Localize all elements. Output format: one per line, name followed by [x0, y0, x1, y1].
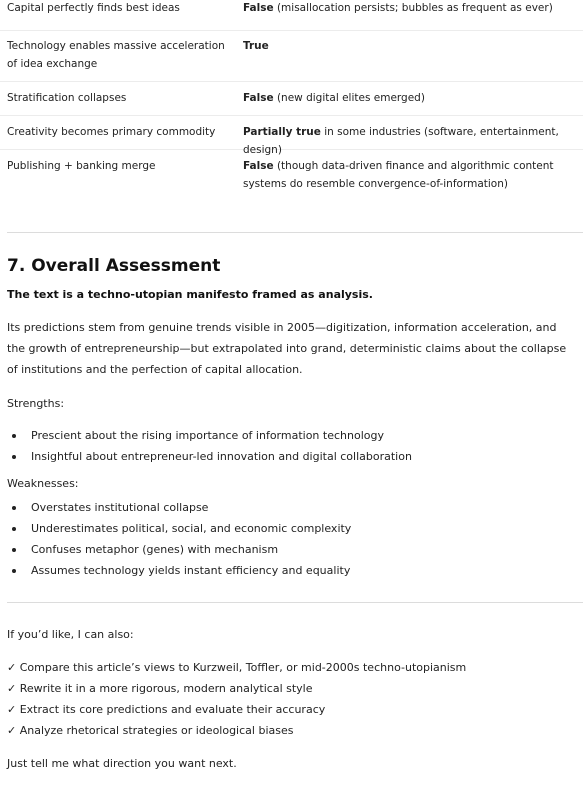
strengths-label: Strengths: — [7, 397, 65, 410]
followup-option: ✓ Extract its core predictions and evaluate their accuracy — [7, 703, 326, 716]
followup-options — [7, 657, 466, 741]
list-item — [0, 425, 560, 446]
section-divider — [7, 232, 583, 233]
verdict-cell — [243, 0, 578, 17]
list-item-text: Assumes technology yields instant efficiency and equality — [31, 564, 351, 577]
list-item-text: Insightful about entrepreneur-led innovation and digital collaboration — [31, 450, 412, 463]
claim-cell: Publishing + banking merge — [7, 160, 156, 172]
list-item-text: Confuses metaphor (genes) with mechanism — [31, 543, 279, 556]
verdict-label: False — [243, 92, 274, 104]
list-item — [0, 497, 560, 518]
table-row — [0, 115, 583, 156]
strengths-list — [0, 425, 560, 467]
list-item-text: Overstates institutional collapse — [31, 501, 209, 514]
followup-option: ✓ Analyze rhetorical strategies or ideological biases — [7, 724, 294, 737]
bullet-icon — [12, 527, 16, 531]
verdict-label: Partially true — [243, 126, 321, 138]
claim-cell: Technology enables massive acceleration of idea exchange — [7, 40, 225, 70]
bullet-icon — [12, 548, 16, 552]
closing-line: Just tell me what direction you want next. — [7, 757, 237, 770]
list-item — [0, 446, 560, 467]
verdict-detail: (though data-driven finance and algorithmic content systems do resemble convergence-of-information) — [243, 160, 554, 190]
table-row — [0, 30, 583, 82]
lead-statement: The text is a techno-utopian manifesto framed as analysis. — [7, 288, 373, 301]
weaknesses-label: Weaknesses: — [7, 477, 79, 490]
list-item-text: Prescient about the rising importance of information technology — [31, 429, 384, 442]
verdict-label: True — [243, 40, 269, 52]
table-row — [0, 0, 583, 31]
verdict-cell — [243, 37, 578, 55]
claim-cell: Stratification collapses — [7, 92, 127, 104]
followup-option: ✓ Rewrite it in a more rigorous, modern analytical style — [7, 682, 313, 695]
verdict-detail: (misallocation persists; bubbles as frequent as ever) — [273, 2, 553, 14]
list-item-text: Underestimates political, social, and economic complexity — [31, 522, 352, 535]
verdict-detail: (new digital elites emerged) — [273, 92, 425, 104]
section-heading: 7. Overall Assessment — [7, 256, 221, 276]
table-row — [0, 149, 583, 205]
claim-cell: Creativity becomes primary commodity — [7, 126, 216, 138]
list-item — [0, 518, 560, 539]
claim-cell: Capital perfectly finds best ideas — [7, 2, 180, 14]
list-item — [0, 560, 560, 581]
assessment-paragraph: Its predictions stem from genuine trends visible in 2005—digitization, information acceleration, and the growth of entrepreneurship—but extrapolated into grand, deterministic claims about the collapse of institutions and the perfection of capital allocation. — [7, 321, 567, 376]
followup-intro: If you’d like, I can also: — [7, 628, 134, 641]
verdict-cell — [243, 89, 578, 107]
verdict-detail: in some industries (software, entertainment, design) — [243, 126, 559, 156]
verdict-cell — [243, 157, 578, 193]
bullet-icon — [12, 434, 16, 438]
section-divider — [7, 602, 583, 603]
bullet-icon — [12, 455, 16, 459]
table-row — [0, 81, 583, 116]
verdict-label: False — [243, 160, 274, 172]
followup-option: ✓ Compare this article’s views to Kurzweil, Toffler, or mid-2000s techno-utopianism — [7, 661, 467, 674]
verdict-label: False — [243, 2, 274, 14]
list-item — [0, 539, 560, 560]
weaknesses-list — [0, 497, 560, 581]
bullet-icon — [12, 506, 16, 510]
bullet-icon — [12, 569, 16, 573]
